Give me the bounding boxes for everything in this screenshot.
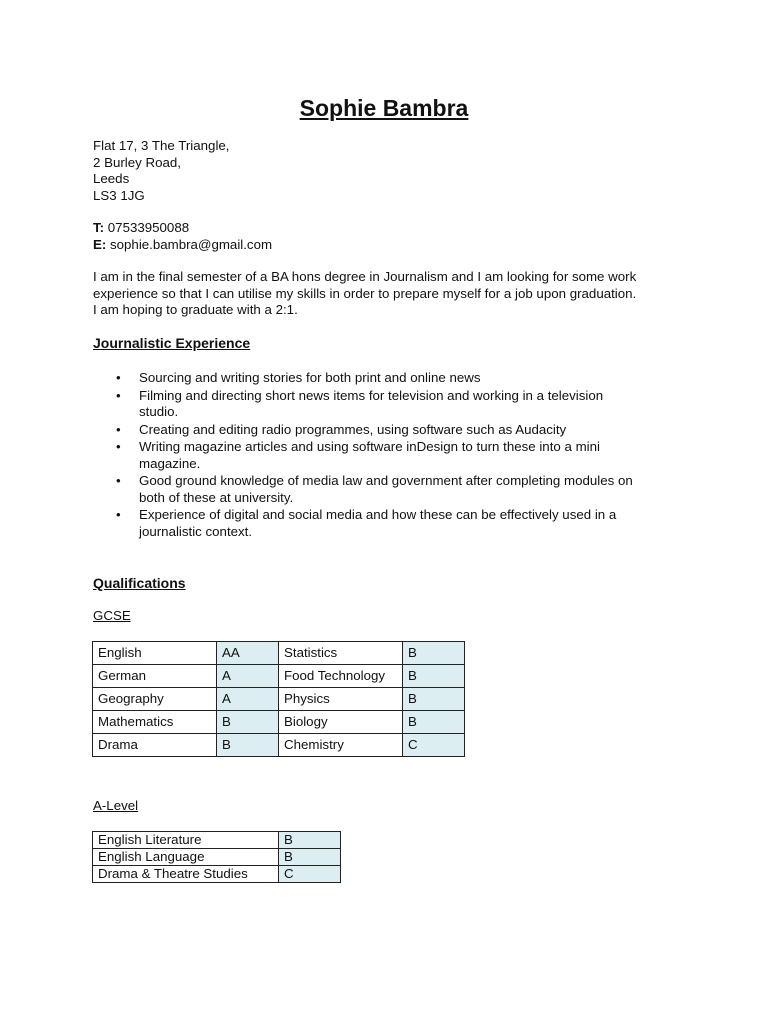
list-item: • Sourcing and writing stories for both print and online news — [116, 370, 481, 385]
alevel-table — [92, 831, 341, 883]
grade-cell: B — [403, 711, 465, 734]
phone-label: T: — [93, 220, 105, 235]
gcse-subheading: GCSE — [93, 608, 131, 623]
grade-cell: B — [403, 665, 465, 688]
bullet-icon: • — [116, 507, 121, 522]
bullet-icon: • — [116, 439, 121, 454]
list-item: • Creating and editing radio programmes, using software such as Audacity — [116, 421, 567, 437]
list-item: • Experience of digital and social media and how these can be effectively used in a journalistic context. — [116, 507, 617, 539]
subject-cell: Geography — [93, 688, 217, 711]
grade-cell: B — [217, 711, 279, 734]
phone-number: 07533950088 — [104, 220, 190, 235]
table-row — [93, 711, 465, 734]
subject-cell: Chemistry — [279, 734, 403, 757]
phone-line — [93, 220, 693, 237]
table-row — [93, 688, 465, 711]
bullet-icon: • — [116, 473, 121, 488]
table-row — [93, 665, 465, 688]
subject-cell: Mathematics — [93, 711, 217, 734]
email-address: sophie.bambra@gmail.com — [106, 236, 273, 252]
intro-line: I am in the final semester of a BA hons degree in Journalism and I am looking for some work — [93, 269, 637, 284]
grade-cell: B — [279, 849, 341, 866]
grade-cell: A — [217, 665, 279, 688]
address-line: Flat 17, 3 The Triangle, — [93, 138, 230, 153]
subject-cell: Food Technology — [279, 665, 403, 688]
contact-block — [93, 220, 693, 253]
subject-cell: Drama — [93, 734, 217, 757]
experience-heading: Journalistic Experience — [93, 335, 251, 351]
subject-cell: German — [93, 665, 217, 688]
subject-cell: English Literature — [93, 832, 279, 849]
intro-paragraph — [93, 269, 693, 319]
grade-cell: B — [217, 734, 279, 757]
list-item: • Filming and directing short news items for television and working in a television studio. — [116, 387, 604, 419]
table-row — [93, 642, 465, 665]
subject-cell: English — [93, 642, 217, 665]
gcse-table — [92, 641, 465, 757]
alevel-subheading: A-Level — [93, 798, 139, 813]
intro-line: I am hoping to graduate with a 2:1. — [93, 302, 298, 317]
qualifications-heading: Qualifications — [93, 575, 186, 591]
address-line: Leeds — [93, 171, 130, 186]
bullet-icon: • — [116, 387, 121, 403]
address-block — [93, 138, 693, 204]
grade-cell: AA — [217, 642, 279, 665]
list-item: • Good ground knowledge of media law and government after completing modules on both of these at university. — [116, 473, 633, 505]
bullet-icon: • — [116, 370, 121, 385]
subject-cell: Drama & Theatre Studies — [93, 866, 279, 883]
address-line: LS3 1JG — [93, 187, 145, 203]
table-row — [93, 734, 465, 757]
email-line — [93, 237, 693, 254]
list-item: • Writing magazine articles and using software inDesign to turn these into a mini magazine. — [116, 439, 600, 471]
subject-cell: Statistics — [279, 642, 403, 665]
subject-cell: English Language — [93, 849, 279, 866]
grade-cell: B — [279, 832, 341, 849]
bullet-icon: • — [116, 421, 121, 437]
subject-cell: Biology — [279, 711, 403, 734]
intro-line: experience so that I can utilise my skills in order to prepare myself for a job upon graduation. — [93, 285, 637, 301]
subject-cell: Physics — [279, 688, 403, 711]
table-row — [93, 832, 341, 849]
grade-cell: C — [279, 866, 341, 883]
grade-cell: C — [403, 734, 465, 757]
address-line: 2 Burley Road, — [93, 154, 181, 170]
grade-cell: A — [217, 688, 279, 711]
grade-cell: B — [403, 642, 465, 665]
email-label: E: — [93, 236, 107, 252]
table-row — [93, 866, 341, 883]
grade-cell: B — [403, 688, 465, 711]
experience-list — [93, 370, 693, 541]
cv-name-title: Sophie Bambra — [299, 95, 469, 121]
table-row — [93, 849, 341, 866]
